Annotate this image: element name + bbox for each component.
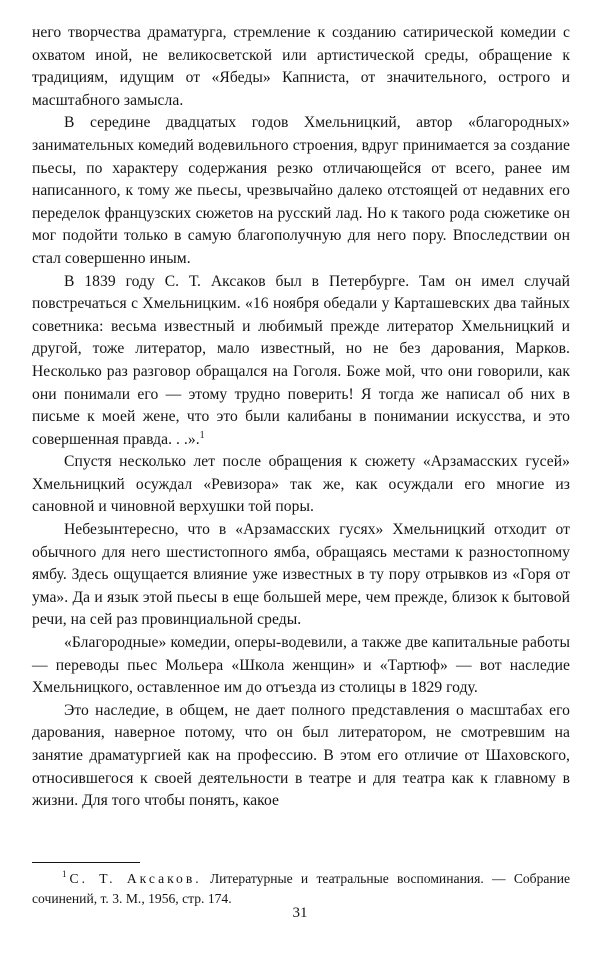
paragraph-3 [32, 271, 570, 452]
paragraph-5: Небезынтересно, что в «Арзамасских гусях» Хмельницкий отходит от обычного для него шестистопного ямба, обращаясь местами к разностопному ямбу. Здесь ощущается влияние уже известных в ту пору отрывков из «Горя от ума». Да и язык этой пьесы в еще большей мере, чем прежде, близок к бытовой речи, на сей раз провинциальной среды. [32, 521, 570, 629]
footnote-text: Литературные и театральные воспоминания. — Собрание сочинений, т. 3. М., 1956, стр. 174. [32, 871, 571, 906]
paragraph-2: В середине двадцатых годов Хмельницкий, автор «благородных» занимательных комедий водевильного строения, вдруг принимается за создание пьесы, по характеру содержания резко отличающейся от всего, ранее им написанного, к тому же пьесы, чрезвычайно далеко отстоящей от недавних его переделок французских сюжетов на русский лад. Но к такого рода сюжетике он мог подойти только в самую благополучную для него пору. Впоследствии он стал совершенно иным. [32, 114, 570, 267]
footnote-mark: 1 [62, 869, 67, 880]
page-number: 31 [292, 905, 308, 921]
footnote [32, 869, 570, 909]
page-body [32, 22, 570, 813]
paragraph-6: «Благородные» комедии, оперы-водевили, а также две капитальные работы — переводы пьес Мольера «Школа женщин» и «Тартюф» — вот наследие Хмельницкого, оставленное им до отъезда из столицы в 1829 году. [32, 634, 570, 697]
footnote-divider [32, 862, 140, 863]
paragraph-7: Это наследие, в общем, не дает полного представления о масштабах его дарования, наверное потому, что он был литератором, не смотревшим на занятие драматургией как на профессию. В этом его отличие от Шаховского, относившегося к своей деятельности в театре и для театра как к главному в жизни. Для того чтобы понять, какое [32, 701, 570, 810]
footnote-author: С. Т. Аксаков. [69, 871, 202, 886]
paragraph-1: него творчества драматурга, стремление к созданию сатирической комедии с охватом иной, не великосветской или артистической среды, обращение к традициям, идущим от «Ябеды» Капниста, от значительного, острого и масштабного замысла. [32, 24, 570, 109]
paragraph-3-text: В 1839 году С. Т. Аксаков был в Петербурге. Там он имел случай повстречаться с Хмельницким. «16 ноября обедали у Карташевских два тайных советника: весьма известный и любимый прежде литератор Хмельницкий и другой, тоже литератор, мало известный, но не без дарования, Марков. Несколько раз разговор обращался на Гоголя. Боже мой, что они говорили, как они понимали его — этому трудно поверить! Я тогда же написал об них в письме к моей жене, что это были калибаны в понимании искусства, и это совершенная правда. . .». [32, 272, 570, 448]
text-block [32, 22, 570, 813]
paragraph-4: Спустя несколько лет после обращения к сюжету «Арзамасских гусей» Хмельницкий осуждал «Ревизора» так же, как осуждали его многие из сановной и чиновной верхушки той поры. [32, 453, 570, 516]
footnote-reference: 1 [199, 429, 205, 441]
